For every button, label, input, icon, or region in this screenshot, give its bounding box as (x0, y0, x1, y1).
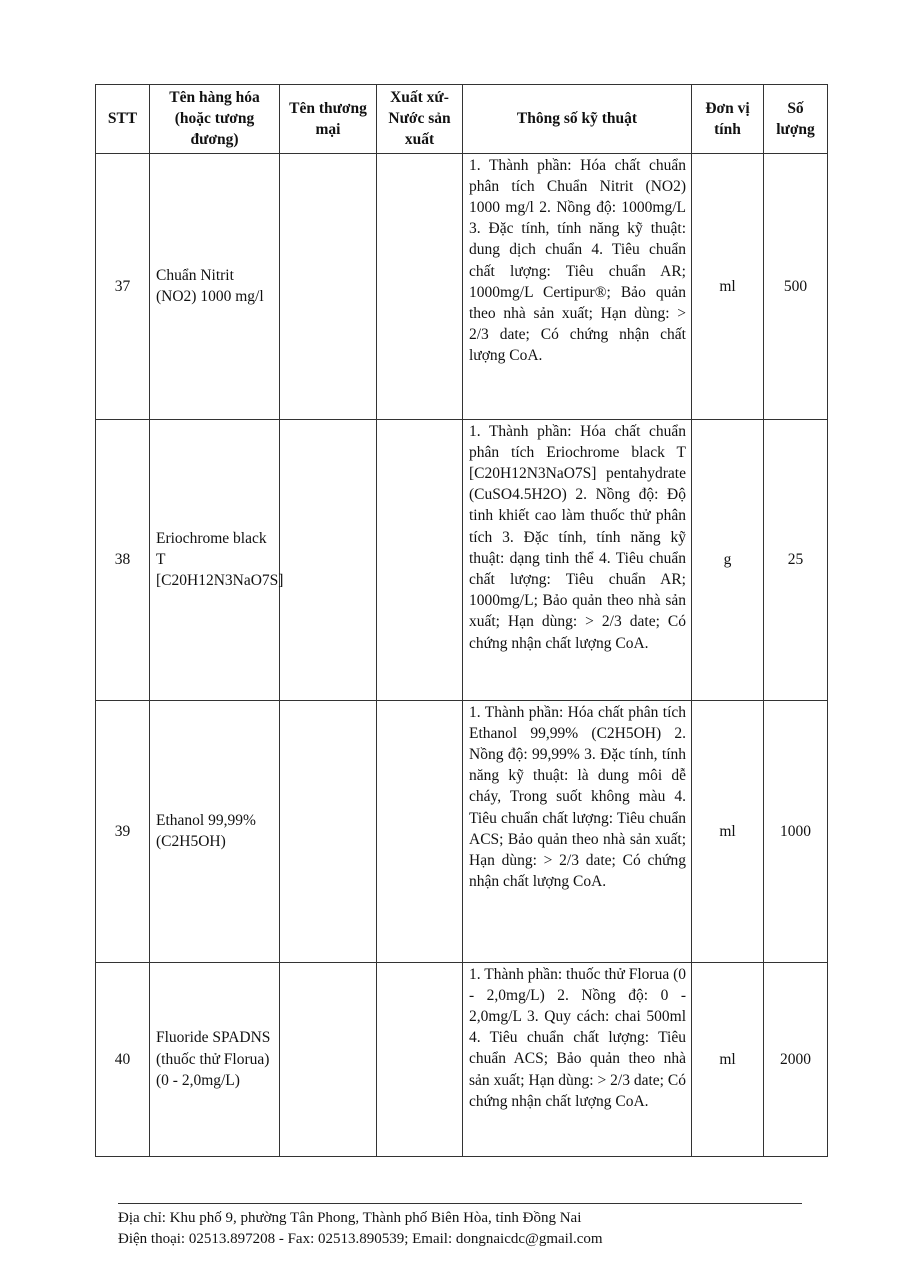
table-header-row (96, 85, 828, 154)
row-specification: 1. Thành phần: Hóa chất chuẩn phân tích Eriochrome black T [C20H12N3NaO7S] pentahydrate (CuSO4.5H2O) 2. Nồng độ: Độ tinh khiết cao làm thuốc thử phân tích 3. Đặc tính, tính năng kỹ thuật: dạng tinh thể 4. Tiêu chuẩn chất lượng: Tiêu chuẩn AR; 1000mg/L; Bảo quản theo nhà sản xuất; Hạn dùng: > 2/3 date; Có chứng nhận chất lượng CoA. (463, 419, 692, 700)
row-product-name: Ethanol 99,99%(C2H5OH) (150, 700, 280, 962)
footer-address: Địa chỉ: Khu phố 9, phường Tân Phong, Thành phố Biên Hòa, tỉnh Đồng Nai (118, 1210, 582, 1226)
header-trade-name: Tên thương mại (280, 85, 377, 154)
header-quantity: Số lượng (764, 85, 828, 154)
row-stt: 40 (96, 962, 150, 1156)
row-product-name: Fluoride SPADNS (thuốc thử Florua) (0 - 2,0mg/L) (150, 962, 280, 1156)
row-specification: 1. Thành phần: thuốc thử Florua (0 - 2,0mg/L) 2. Nồng độ: 0 - 2,0mg/L 3. Quy cách: chai 500ml 4. Tiêu chuẩn chất lượng: Tiêu chuẩn ACS; Bảo quản theo nhà sản xuất; Hạn dùng: > 2/3 date; Có chứng nhận chất lượng CoA. (463, 962, 692, 1156)
row-quantity: 1000 (764, 700, 828, 962)
row-origin (377, 700, 463, 962)
row-specification: 1. Thành phần: Hóa chất chuẩn phân tích Chuẩn Nitrit (NO2) 1000 mg/l 2. Nồng độ: 1000mg/L 3. Đặc tính, tính năng kỹ thuật: dung dịch chuẩn 4. Tiêu chuẩn chất lượng: Tiêu chuẩn AR; 1000mg/L Certipur®; Bảo quản theo nhà sản xuất; Hạn dùng: > 2/3 date; Có chứng nhận chất lượng CoA. (463, 153, 692, 419)
row-unit: g (692, 419, 764, 700)
row-stt: 38 (96, 419, 150, 700)
row-stt: 37 (96, 153, 150, 419)
row-trade-name (280, 153, 377, 419)
row-quantity: 2000 (764, 962, 828, 1156)
table-row (96, 153, 828, 419)
header-origin: Xuất xứ- Nước sản xuất (377, 85, 463, 154)
row-trade-name (280, 419, 377, 700)
table-row (96, 700, 828, 962)
header-unit: Đơn vị tính (692, 85, 764, 154)
row-origin (377, 153, 463, 419)
header-stt: STT (96, 85, 150, 154)
table-row (96, 419, 828, 700)
chemical-spec-table (95, 84, 828, 1157)
footer-contact: Điện thoại: 02513.897208 - Fax: 02513.890539; Email: dongnaicdc@gmail.com (118, 1231, 603, 1247)
row-unit: ml (692, 700, 764, 962)
table-row (96, 962, 828, 1156)
header-specification: Thông số kỹ thuật (463, 85, 692, 154)
row-trade-name (280, 700, 377, 962)
row-product-name: Eriochrome black T [C20H12N3NaO7S] (150, 419, 280, 700)
row-trade-name (280, 962, 377, 1156)
row-quantity: 25 (764, 419, 828, 700)
row-quantity: 500 (764, 153, 828, 419)
equipment-table-container (95, 84, 827, 1157)
row-unit: ml (692, 962, 764, 1156)
page-footer (118, 1203, 802, 1250)
row-unit: ml (692, 153, 764, 419)
row-product-name: Chuẩn Nitrit (NO2) 1000 mg/l (150, 153, 280, 419)
row-origin (377, 962, 463, 1156)
row-origin (377, 419, 463, 700)
row-stt: 39 (96, 700, 150, 962)
header-product-name: Tên hàng hóa (hoặc tương đương) (150, 85, 280, 154)
row-specification: 1. Thành phần: Hóa chất phân tích Ethanol 99,99% (C2H5OH) 2. Nồng độ: 99,99% 3. Đặc tính, tính năng kỹ thuật: là dung môi dễ cháy, Trong suốt không màu 4. Tiêu chuẩn chất lượng: Tiêu chuẩn ACS; Bảo quản theo nhà sản xuất; Hạn dùng: > 2/3 date; Có chứng nhận chất lượng CoA. (463, 700, 692, 962)
